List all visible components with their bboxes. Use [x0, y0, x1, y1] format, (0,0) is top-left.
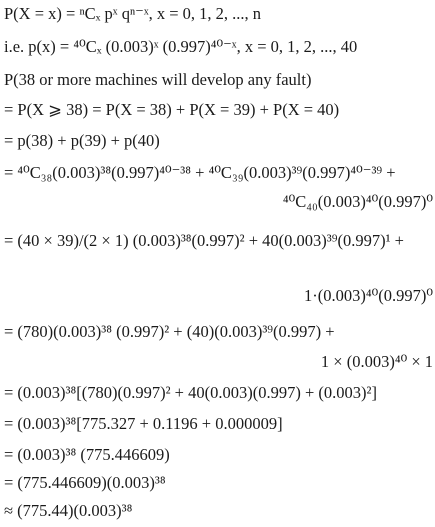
equation-line-8: = (40 × 39)/(2 × 1) (0.003)³⁸(0.997)² + 40(0.003)³⁹(0.997)¹ + — [4, 231, 404, 250]
equation-line-16: ≈ (775.44)(0.003)³⁸ — [4, 501, 133, 520]
equation-line-7: ⁴⁰C₄₀(0.003)⁴⁰(0.997)⁰ — [282, 192, 433, 211]
equation-line-4: = P(X ⩾ 38) = P(X = 38) + P(X = 39) + P(X = 40) — [4, 100, 340, 119]
equation-line-11: 1 × (0.003)⁴⁰ × 1 — [320, 352, 433, 371]
equation-line-15: = (775.446609)(0.003)³⁸ — [4, 473, 166, 492]
equation-line-3: P(38 or more machines will develop any fault) — [4, 70, 312, 89]
equation-line-14: = (0.003)³⁸ (775.446609) — [4, 445, 170, 464]
equation-line-2: i.e. p(x) = ⁴⁰Cₓ (0.003)ˣ (0.997)⁴⁰⁻ˣ, x = 0, 1, 2, ..., 40 — [4, 37, 358, 56]
equation-line-9: 1·(0.003)⁴⁰(0.997)⁰ — [304, 286, 433, 305]
equation-line-13: = (0.003)³⁸[775.327 + 0.1196 + 0.000009] — [4, 414, 283, 433]
equation-line-6: = ⁴⁰C₃₈(0.003)³⁸(0.997)⁴⁰⁻³⁸ + ⁴⁰C₃₉(0.003)³⁹(0.997)⁴⁰⁻³⁹ + — [4, 163, 396, 182]
equation-line-1: P(X = x) = ⁿCₓ pˣ qⁿ⁻ˣ, x = 0, 1, 2, ..., n — [4, 4, 262, 23]
equation-line-12: = (0.003)³⁸[(780)(0.997)² + 40(0.003)(0.997) + (0.003)²] — [4, 383, 377, 402]
equation-line-10: = (780)(0.003)³⁸ (0.997)² + (40)(0.003)³⁹(0.997) + — [4, 322, 335, 341]
equation-line-5: = p(38) + p(39) + p(40) — [4, 131, 160, 150]
